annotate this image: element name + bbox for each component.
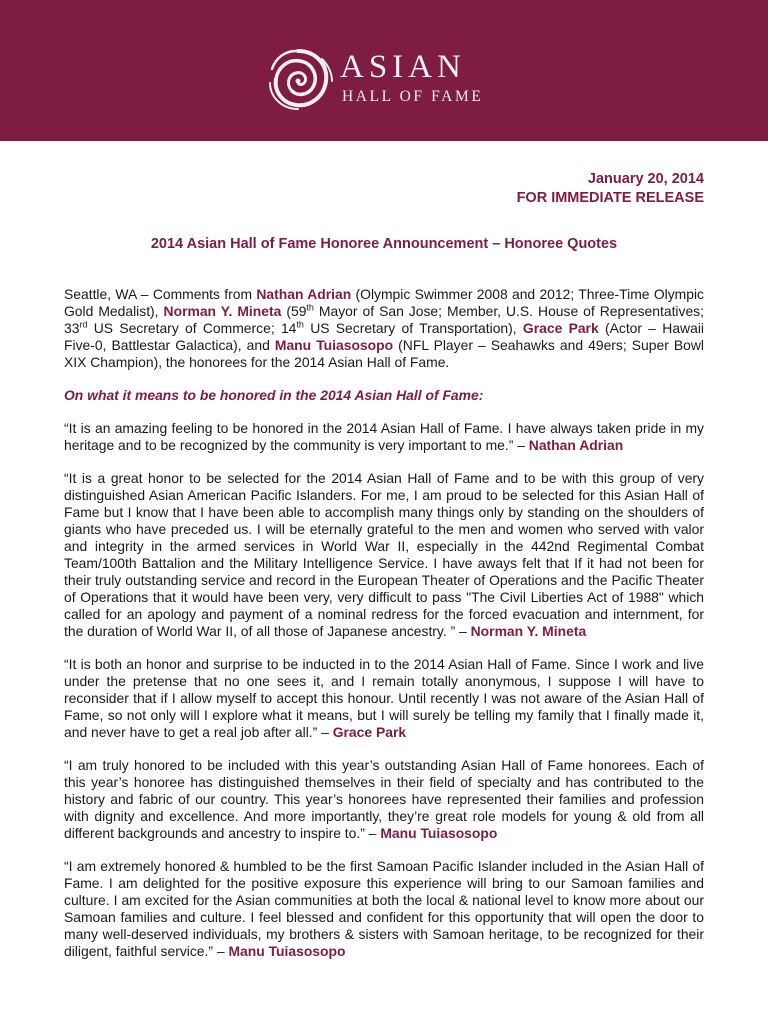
quote-text: “It is both an honor and surprise to be inducted in to the 2014 Asian Hall of Fame. Since I work and live under the pretense that no one sees it, and I remain totally anonymous, I suppose I will have to reconsider that if I allow myself to accept this honour. Until recently I was not aware of the Asian Hall of Fame, so not only will I explore what it means, but I will surely be telling my family that I finally made it, and never have to get a real job after all.” –	[64, 656, 704, 740]
quote-author: Grace Park	[332, 724, 407, 740]
quote-author: Manu Tuiasosopo	[228, 943, 346, 959]
quote-paragraph	[64, 858, 704, 960]
quote-paragraph	[64, 656, 704, 741]
quote-text: “I am extremely honored & humbled to be the first Samoan Pacific Islander included in the Asian Hall of Fame. I am delighted for the positive exposure this experience will bring to our Samoan families and culture. I am excited for the Asian communities at both the local & national level to know more about our Samoan families and culture. I feel blessed and confident for this opportunity that will open the door to many well-deserved individuals, my brothers & sisters with Samoan heritage, to be recognized for their diligent, faithful service.” –	[64, 858, 704, 959]
swirl-icon	[262, 43, 334, 115]
document-title: 2014 Asian Hall of Fame Honoree Announcement – Honoree Quotes	[150, 236, 618, 252]
ordinal-suffix: rd	[79, 319, 88, 330]
quote-author: Manu Tuiasosopo	[380, 825, 498, 841]
quote-author: Norman Y. Mineta	[470, 623, 587, 639]
intro-text: (59	[281, 303, 307, 319]
section-heading: On what it means to be honored in the 2014 Asian Hall of Fame:	[64, 387, 484, 403]
intro-text: (NFL Player – Seahawks and 49ers; Super Bowl XIX Champion), the honorees for the 2014 Asian Hall of Fame.	[64, 337, 704, 370]
intro-text: Seattle, WA – Comments from	[64, 286, 257, 302]
intro-text: Mayor of San Jose; Member, U.S. House of Representatives; 33	[64, 303, 704, 336]
header-banner	[0, 0, 768, 141]
release-meta	[517, 170, 704, 208]
honoree-name: Nathan Adrian	[256, 286, 352, 302]
quote-text: “It is a great honor to be selected for the 2014 Asian Hall of Fame and to be with this group of very distinguished Asian American Pacific Islanders. For me, I am proud to be selected for this Asian Hall of Fame but I know that I have been able to accomplish many things only by standing on the shoulders of giants who have preceded us. I will be eternally grateful to the men and women who served with valor and integrity in the armed services in World War II, especially in the 442nd Regimental Combat Team/100th Battalion and the Military Intelligence Service. I have aways felt that If it had not been for their truly outstanding service and record in the European Theater of Operations and the Pacific Theater of Operations that it would have been very, very difficult to pass "The Civil Liberties Act of 1988" which called for an apology and payment of a nominal redress for the forced evacuation and internment, for the duration of World War II, of all those of Japanese ancestry. ” –	[64, 470, 704, 639]
honoree-name: Manu Tuiasosopo	[274, 337, 394, 353]
quote-author: Nathan Adrian	[528, 437, 624, 453]
intro-text: (Olympic Swimmer 2008 and 2012; Three-Time Olympic Gold Medalist),	[64, 286, 704, 319]
honoree-name: Norman Y. Mineta	[163, 303, 282, 319]
logo-word-hall-of-fame: HALL OF FAME	[342, 88, 484, 105]
document-body	[64, 286, 704, 976]
intro-text: US Secretary of Commerce; 14	[87, 320, 297, 336]
ordinal-suffix: th	[296, 319, 304, 330]
quote-paragraph	[64, 420, 704, 454]
quote-paragraph	[64, 470, 704, 640]
logo-word-asian: ASIAN	[340, 49, 466, 85]
release-label: FOR IMMEDIATE RELEASE	[516, 190, 704, 206]
intro-text: US Secretary of Transportation),	[303, 320, 523, 336]
honoree-name: Grace Park	[522, 320, 599, 336]
quote-paragraph	[64, 757, 704, 842]
intro-paragraph	[64, 286, 704, 371]
quote-text: “I am truly honored to be included with this year’s outstanding Asian Hall of Fame honorees. Each of this year’s honoree has distinguished themselves in their field of specialty and has contributed to the history and fabric of our country. This year’s honorees have represented their families and profession with dignity and excellence. And more importantly, they’re great role models for young & old from all different backgrounds and ancestry to inspire to.” –	[64, 757, 704, 841]
intro-text: (Actor – Hawaii Five-0, Battlestar Galactica), and	[64, 320, 704, 353]
asian-hall-of-fame-logo	[262, 43, 492, 118]
quote-text: “It is an amazing feeling to be honored in the 2014 Asian Hall of Fame. I have always taken pride in my heritage and to be recognized by the community is very important to me.” –	[64, 420, 704, 453]
ordinal-suffix: th	[306, 302, 314, 313]
release-date: January 20, 2014	[587, 171, 704, 187]
